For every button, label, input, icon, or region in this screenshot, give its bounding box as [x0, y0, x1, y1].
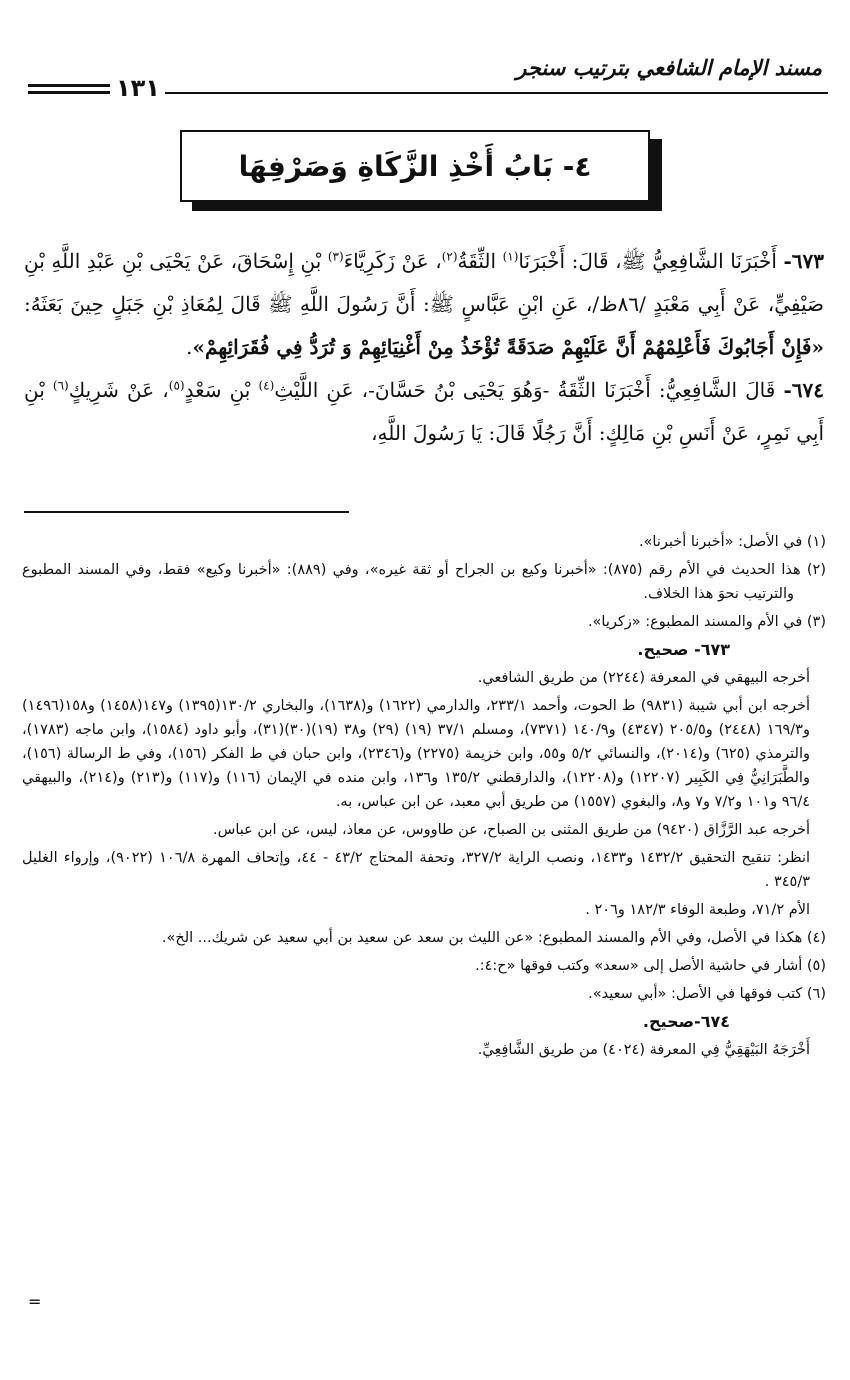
hadith-number: ٦٧٤- — [783, 378, 824, 402]
page-number: ١٣١ — [116, 74, 160, 102]
hadith-text: بْنِ سَعْدٍ — [184, 378, 259, 402]
hadith-text: ، عَنْ زَكَرِيَّاءَ — [343, 249, 442, 273]
footnote-ref[interactable]: (٤) — [258, 378, 275, 393]
footnote: (٥) أشار في حاشية الأصل إلى «سعد» وكتب فوقها «ح:٤:. — [475, 958, 826, 974]
main-text — [24, 240, 824, 455]
takhrij-grade: ٦٧٣- صحيح. — [637, 640, 730, 659]
takhrij-grade: ٦٧٤-صحيح. — [642, 1012, 730, 1031]
hadith-number: ٦٧٣- — [783, 249, 825, 273]
footnote-ref[interactable]: (٣) — [327, 249, 344, 264]
header-rule — [165, 92, 828, 94]
footnote: (٣) في الأم والمسند المطبوع: «زكريا». — [587, 614, 826, 630]
hadith-text: قَالَ الشَّافِعِيُّ: أَخْبَرَنَا الثِّقَةُ -وَهُوَ يَحْيَى بْنُ حَسَّانَ-، عَنِ اللَّيْثِ — [274, 378, 784, 402]
chapter-title: ٤- بَابُ أَخْذِ الزَّكَاةِ وَصَرْفِهَا — [238, 149, 592, 183]
takhrij-paragraph: أخرجه عبد الرَّزَّاق (٩٤٢٠) من طريق المثنى بن الصباح، عن طاووس، عن معاذ، ليس، عن ابن عباس. — [213, 822, 810, 838]
page-number-rules — [28, 84, 110, 98]
footnote-ref[interactable]: (٦) — [52, 378, 69, 393]
hadith-text: أَخْبَرَنَا الشَّافِعِيُّ ﷺ، قَالَ: أَخْبَرَنَا — [518, 249, 784, 273]
footnote: (٦) كتب فوقها في الأصل: «أبي سعيد». — [588, 986, 826, 1002]
footnote-separator — [24, 511, 349, 513]
page-end-mark: = — [28, 1292, 42, 1311]
hadith-673 — [24, 240, 824, 369]
footnote-ref[interactable]: (٢) — [441, 249, 458, 264]
takhrij-paragraph: أخرجه ابن أبي شيبة (٩٨٣١) ط الحوت، وأحمد ٢٣٣/١، والدارمي (١٦٢٢) و(١٦٣٨)، والبخاري ١٣٠/٢(١٣٩٥) و١٤٧(١٤٥٨) و١٥٨(١٤٩٦) و١٦٩/٣ (٢٤٤٨) و٢٠٥/٥ (٤٣٤٧) و١٤٠/٩ (٧٣٧١)، ومسلم ٣٧/١ (١٩) (٢٩) و٣٨ (١٩)(٣٠)(٣١)، وأبو داود (١٥٨٤)، وابن ماجه (١٧٨٣)، والترمذي (٦٢٥) و(٢٠١٤)، والنسائي ٥/٢ و٥٥، وابن خزيمة (٢٢٧٥) و(٢٣٤٦)، وابن حبان في ط الفكر (١٥٦)، وفي ط الرسالة (١٥٦)، والطَّبَرَانِيُّ فِي الكَبِير (١٢٢٠٧) و(١٢٢٠٨)، والدارقطني ١٣٥/٢ و١٣٦، وابن منده في الإيمان (١١٦) و(١١٧) و(٢١٣) و(٢١٤)، والبيهقي ٩٦/٤ و١٠١ و٧/٢ و٧ و٨، والبغوي (١٥٥٧) من طريق أبي معبد، عن ابن عباس، به. — [22, 698, 811, 810]
chapter-heading-box — [180, 130, 650, 202]
hadith-674 — [24, 369, 824, 455]
hadith-end: . — [186, 335, 193, 359]
footnote: (٤) هكذا في الأصل، وفي الأم والمسند المطبوع: «عن الليث بن سعد عن سعيد بن أبي سعيد عن شريك... الخ». — [161, 930, 826, 946]
footnote-ref[interactable]: (٥) — [168, 378, 185, 393]
hadith-text: ، عَنْ شَرِيكٍ — [68, 378, 169, 402]
hadith-text: الثِّقَةُ — [457, 249, 503, 273]
footnote: (٢) هذا الحديث في الأم رقم (٨٧٥): «أخبرنا وكيع بن الجراح أو ثقة غيره»، وفي (٨٨٩): «أخبرنا وكيع» فقط، وفي المسند المطبوع والترتيب نحوَ هذا الخلاف. — [22, 562, 826, 602]
takhrij-paragraph: أخرجه البيهقي في المعرفة (٢٢٤٤) من طريق الشافعي. — [477, 670, 810, 686]
takhrij-paragraph: انظر: تنقيح التحقيق ١٤٣٢/٢ و١٤٣٣، ونصب الراية ٣٢٧/٢، وتحفة المحتاج ٤٣/٢ - ٤٤، وإتحاف المهرة ١٠٦/٨ (٩٠٢٢)، وإرواء الغليل ٣٤٥/٣ . — [22, 850, 811, 890]
hadith-text: بْنِ إِسْحَاقَ، عَنْ يَحْيَى بْنِ عَبْدِ اللَّهِ بْنِ صَيْفِيٍّ، عَنْ أَبِي مَعْبَدٍ /٨٦ظ/، عَنِ ابْنِ عَبَّاسٍ ﷺ: أَنَّ رَسُولَ اللَّهِ ﷺ قَالَ لِمُعَاذِ بْنِ جَبَلٍ حِينَ بَعَثَهُ: — [24, 249, 824, 316]
takhrij-paragraph: أَخْرَجَهُ البَيْهَقِيُّ فِي المعرفة (٤٠٢٤) من طريق الشَّافِعِيِّ. — [477, 1042, 810, 1058]
footnotes — [22, 530, 826, 1066]
hadith-text: بْنِ أَبِي نَمِرٍ، عَنْ أَنَسِ بْنِ مَالِكٍ: أَنَّ رَجُلًا قَالَ: يَا رَسُولَ اللَّهِ، — [24, 378, 824, 445]
takhrij-paragraph: الأم ٧١/٢، وطبعة الوفاء ١٨٢/٣ و٢٠٦ . — [585, 902, 810, 918]
footnote: (١) في الأصل: «أخبرنا أخبرنا». — [638, 534, 826, 550]
footnote-ref[interactable]: (١) — [502, 249, 519, 264]
book-title: مسند الإمام الشافعي بترتيب سنجر — [516, 56, 822, 80]
prophetic-quote: «فَإِنْ أَجَابُوكَ فَأَعْلِمْهُمْ أَنَّ عَلَيْهِمْ صَدَقَةً تُؤْخَذُ مِنْ أَغْنِيَائِهِمْ وَ تُرَدُّ فِي فُقَرَائِهِمْ» — [192, 335, 824, 359]
